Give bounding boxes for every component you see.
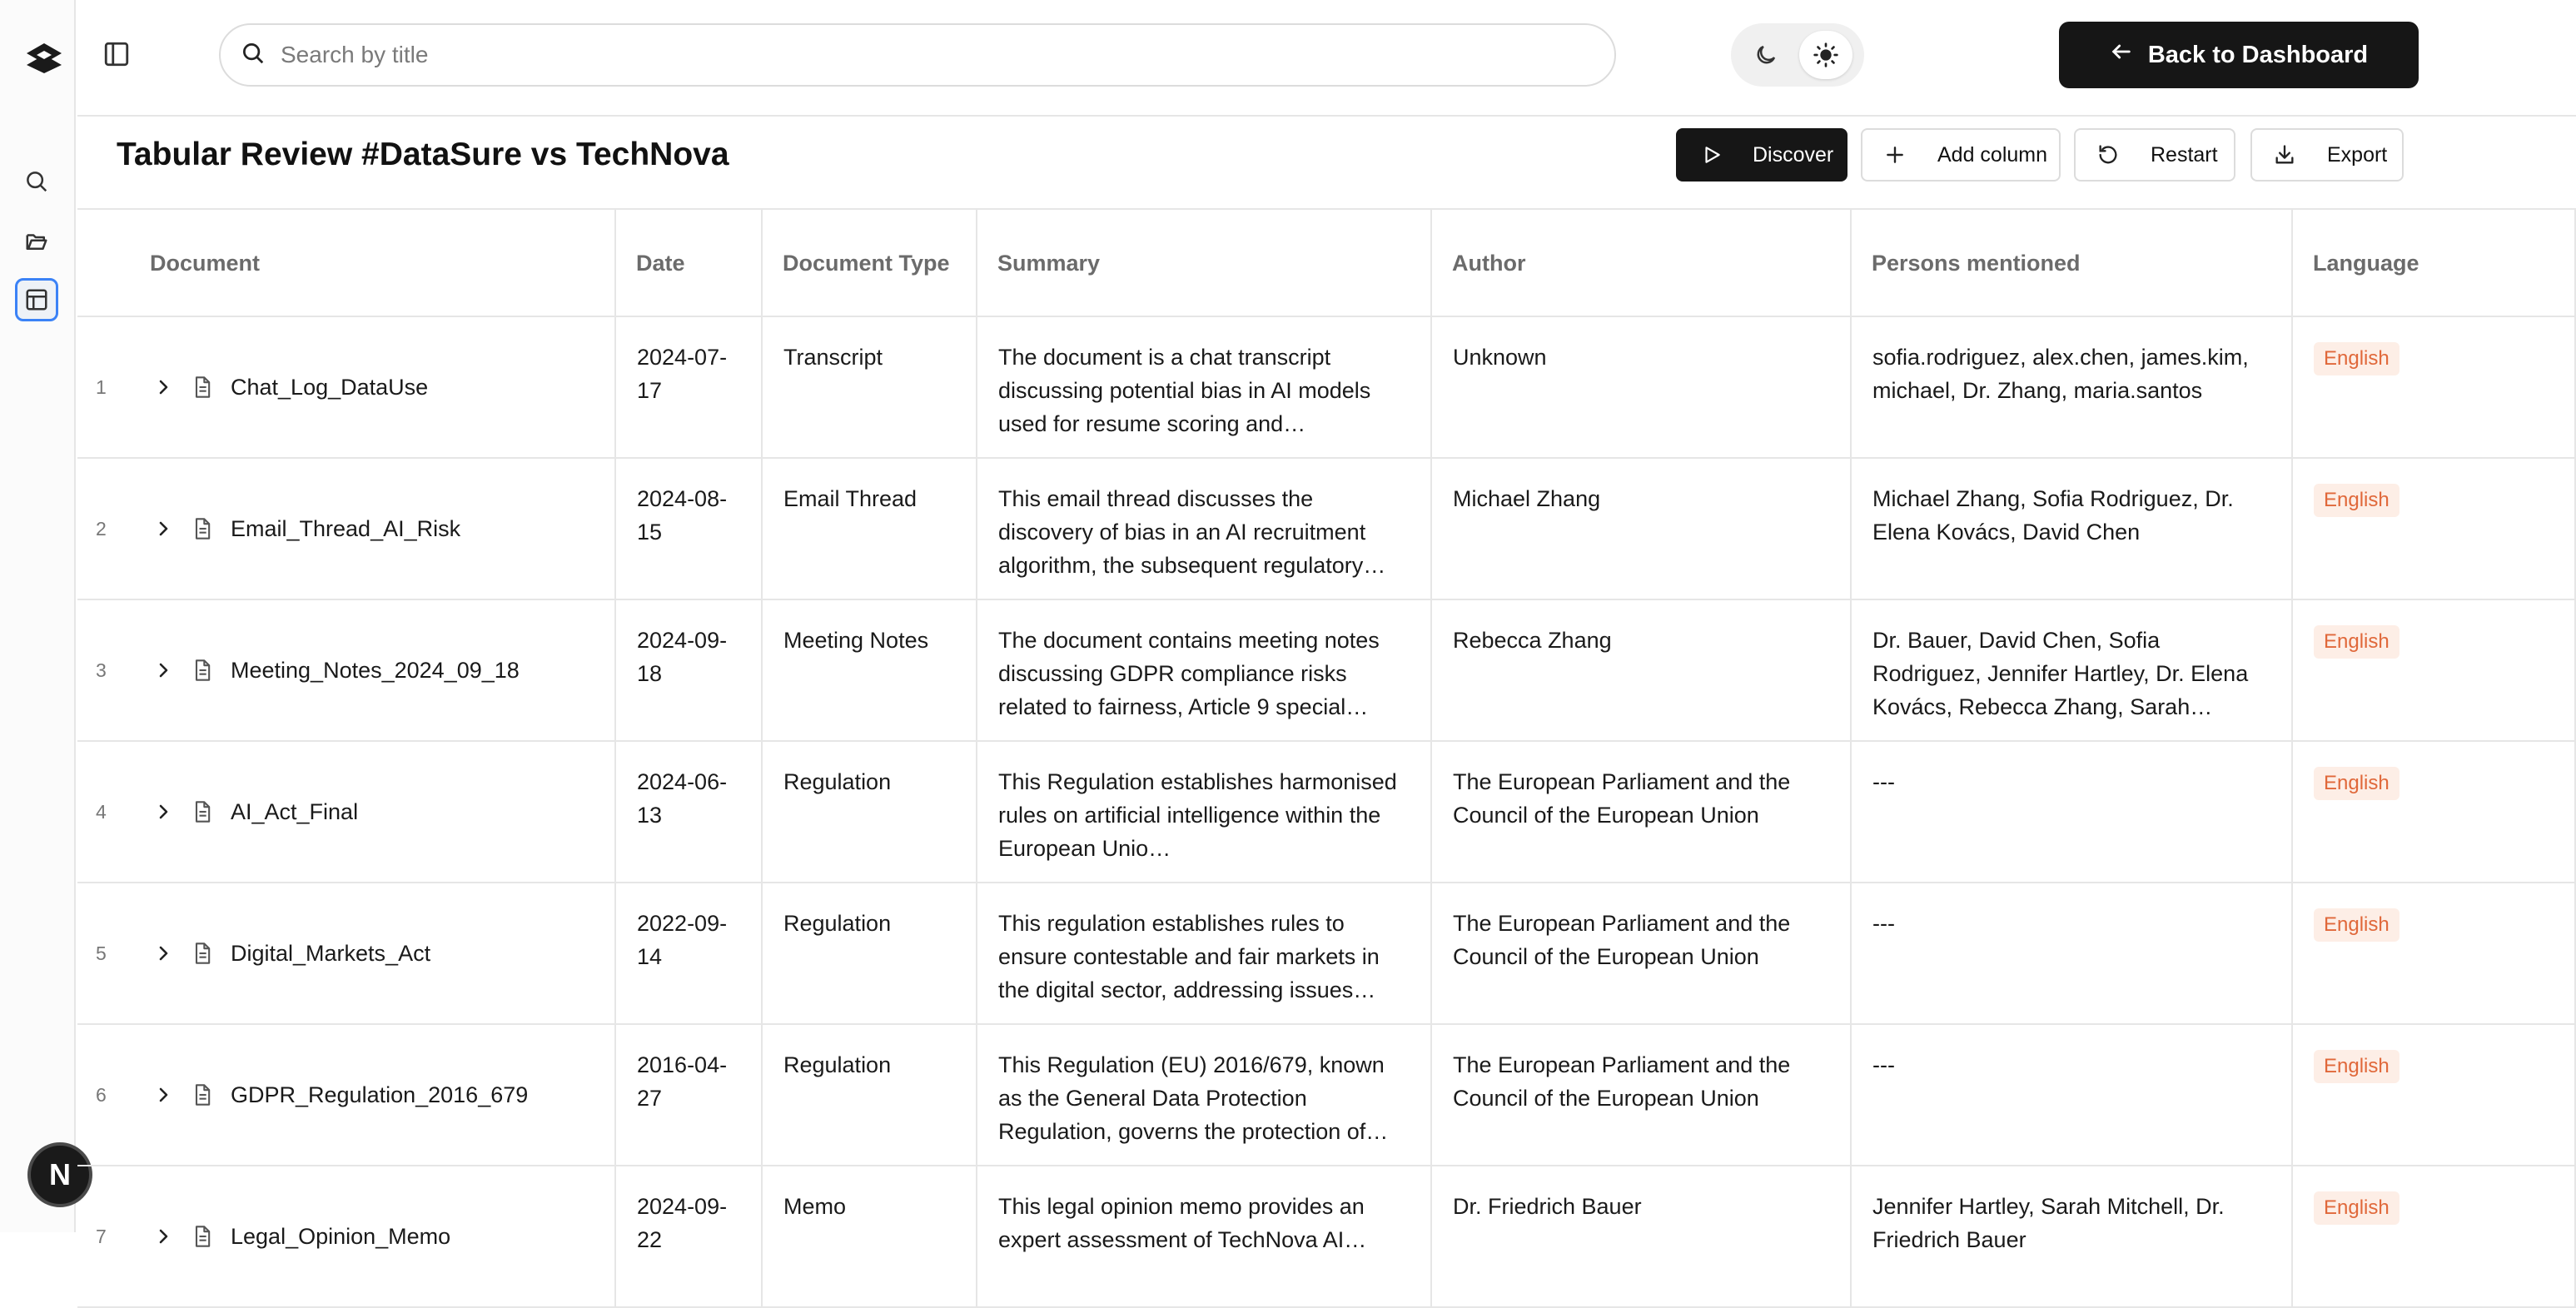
document-cell[interactable] [77, 458, 615, 599]
table-row[interactable] [77, 1166, 2575, 1307]
language-cell [2292, 883, 2575, 1024]
row-number: 1 [96, 376, 107, 398]
language-badge: English [2314, 908, 2399, 942]
language-cell [2292, 741, 2575, 883]
language-cell [2292, 1024, 2575, 1166]
summary-cell [977, 458, 1431, 599]
persons-cell [1851, 599, 2292, 741]
col-header-author[interactable]: Author [1431, 210, 1851, 316]
chevron-right-icon[interactable] [144, 377, 182, 397]
document-cell[interactable] [77, 1024, 615, 1166]
author-text: Dr. Friedrich Bauer [1453, 1194, 1642, 1219]
row-number: 4 [96, 801, 107, 823]
col-header-document-type[interactable]: Document Type [762, 210, 977, 316]
discover-button[interactable] [1676, 128, 1847, 182]
language-badge: English [2314, 484, 2399, 517]
document-name[interactable]: Legal_Opinion_Memo [231, 1224, 451, 1249]
document-type-cell: Meeting Notes [762, 599, 977, 741]
author-cell [1431, 1024, 1851, 1166]
document-cell[interactable] [77, 316, 615, 458]
table-row[interactable] [77, 599, 2575, 741]
date-cell: 2022-09-14 [615, 883, 762, 1024]
author-text: The European Parliament and the Council of the European Union [1453, 1052, 1791, 1111]
date-cell: 2016-04-27 [615, 1024, 762, 1166]
col-header-language[interactable]: Language [2292, 210, 2575, 316]
export-label: Export [2327, 142, 2388, 167]
file-text-icon [182, 516, 222, 541]
language-cell [2292, 599, 2575, 741]
persons-text: --- [1872, 1052, 1895, 1077]
file-text-icon [182, 658, 222, 683]
date-cell: 2024-08-15 [615, 458, 762, 599]
author-text: The European Parliament and the Council of the European Union [1453, 769, 1791, 828]
summary-cell [977, 741, 1431, 883]
summary-text: This Regulation establishes harmonised rules on artificial intelligence within the European Unio… [998, 769, 1397, 861]
download-icon [2272, 142, 2297, 167]
summary-cell [977, 1166, 1431, 1307]
moon-icon[interactable] [1739, 31, 1793, 79]
theme-toggle[interactable] [1731, 23, 1864, 87]
summary-text: This Regulation (EU) 2016/679, known as the General Data Protection Regulation, governs the protection of… [998, 1052, 1389, 1144]
restart-button[interactable] [2074, 128, 2235, 182]
row-number: 2 [96, 518, 107, 540]
row-number: 3 [96, 659, 107, 681]
document-name[interactable]: Email_Thread_AI_Risk [231, 516, 461, 541]
file-text-icon [182, 941, 222, 966]
table-row[interactable] [77, 1024, 2575, 1166]
chevron-right-icon[interactable] [144, 660, 182, 680]
chevron-right-icon[interactable] [144, 1085, 182, 1105]
table-row[interactable] [77, 316, 2575, 458]
document-name[interactable]: GDPR_Regulation_2016_679 [231, 1082, 529, 1107]
document-type-cell: Email Thread [762, 458, 977, 599]
file-text-icon [182, 799, 222, 824]
summary-text: This regulation establishes rules to ensure contestable and fair markets in the digital sector, addressing issues… [998, 911, 1380, 1002]
search-icon [241, 41, 266, 70]
search-bar[interactable] [219, 23, 1616, 87]
avatar-letter: N [49, 1157, 71, 1191]
author-text: Rebecca Zhang [1453, 628, 1612, 653]
persons-text: Michael Zhang, Sofia Rodriguez, Dr. Elena Kovács, David Chen [1872, 486, 2234, 545]
row-number: 7 [96, 1226, 107, 1247]
persons-text: Dr. Bauer, David Chen, Sofia Rodriguez, Jennifer Hartley, Dr. Elena Kovács, Rebecca Zhang, Sarah… [1872, 628, 2249, 719]
language-badge: English [2314, 767, 2399, 800]
file-text-icon [182, 1082, 222, 1107]
persons-text: Jennifer Hartley, Sarah Mitchell, Dr. Friedrich Bauer [1872, 1194, 2225, 1252]
document-cell[interactable] [77, 599, 615, 741]
sun-icon[interactable] [1799, 31, 1852, 79]
restart-icon [2096, 142, 2121, 167]
col-header-date[interactable]: Date [615, 210, 762, 316]
table-row[interactable] [77, 741, 2575, 883]
author-cell [1431, 458, 1851, 599]
rail-search-icon[interactable] [15, 160, 58, 203]
document-type-cell: Regulation [762, 741, 977, 883]
author-cell [1431, 599, 1851, 741]
date-cell: 2024-07-17 [615, 316, 762, 458]
rail-table-icon[interactable] [15, 278, 58, 321]
discover-label: Discover [1753, 142, 1834, 167]
document-name[interactable]: Chat_Log_DataUse [231, 375, 429, 400]
col-header-document[interactable]: Document [77, 210, 615, 316]
persons-cell [1851, 741, 2292, 883]
export-button[interactable] [2250, 128, 2404, 182]
summary-text: This legal opinion memo provides an expert assessment of TechNova AI… [998, 1194, 1367, 1252]
restart-label: Restart [2151, 142, 2218, 167]
file-text-icon [182, 375, 222, 400]
persons-text: sofia.rodriguez, alex.chen, james.kim, michael, Dr. Zhang, maria.santos [1872, 345, 2249, 403]
rail-folder-open-icon[interactable] [15, 220, 58, 263]
document-type-cell: Memo [762, 1166, 977, 1307]
app-logo-icon[interactable] [25, 42, 63, 75]
review-header [77, 118, 2576, 210]
document-cell[interactable] [77, 883, 615, 1024]
col-header-summary[interactable]: Summary [977, 210, 1431, 316]
document-cell[interactable] [77, 741, 615, 883]
author-text: Michael Zhang [1453, 486, 1601, 511]
summary-cell [977, 599, 1431, 741]
back-to-dashboard-label: Back to Dashboard [2147, 41, 2369, 68]
language-badge: English [2314, 1191, 2399, 1225]
table-row[interactable] [77, 883, 2575, 1024]
summary-cell [977, 1024, 1431, 1166]
author-text: Unknown [1453, 345, 1547, 370]
persons-cell [1851, 883, 2292, 1024]
row-number: 6 [96, 1084, 107, 1106]
persons-text: --- [1872, 769, 1895, 794]
language-cell [2292, 1166, 2575, 1307]
chevron-right-icon[interactable] [144, 802, 182, 822]
search-input[interactable] [281, 42, 1529, 68]
left-rail [0, 0, 76, 1232]
add-column-button[interactable] [1861, 128, 2061, 182]
document-type-cell: Regulation [762, 883, 977, 1024]
document-name[interactable]: Digital_Markets_Act [231, 941, 431, 966]
date-cell: 2024-06-13 [615, 741, 762, 883]
persons-cell [1851, 1024, 2292, 1166]
document-name[interactable]: AI_Act_Final [231, 799, 359, 824]
language-cell [2292, 316, 2575, 458]
persons-cell [1851, 458, 2292, 599]
table-header-row [77, 210, 2575, 316]
top-bar [77, 0, 2576, 117]
summary-text: The document is a chat transcript discussing potential bias in AI models used for resume scoring and… [998, 345, 1371, 436]
play-icon [1699, 142, 1724, 167]
chevron-right-icon[interactable] [144, 519, 182, 539]
review-table [77, 210, 2576, 1308]
language-badge: English [2314, 342, 2399, 375]
arrow-left-icon [2110, 40, 2133, 70]
summary-text: The document contains meeting notes discussing GDPR compliance risks related to fairness, Article 9 special… [998, 628, 1380, 719]
summary-text: This email thread discusses the discovery of bias in an AI recruitment algorithm, the subsequent regulatory… [998, 486, 1386, 578]
chevron-right-icon[interactable] [144, 943, 182, 963]
document-name[interactable]: Meeting_Notes_2024_09_18 [231, 658, 520, 683]
language-badge: English [2314, 1050, 2399, 1083]
back-to-dashboard-button[interactable] [2059, 22, 2419, 88]
summary-cell [977, 316, 1431, 458]
plus-icon [1882, 142, 1907, 167]
author-cell [1431, 741, 1851, 883]
document-cell[interactable] [77, 1166, 615, 1307]
col-header-persons-mentioned[interactable]: Persons mentioned [1851, 210, 2292, 316]
language-badge: English [2314, 625, 2399, 659]
date-cell: 2024-09-18 [615, 599, 762, 741]
file-text-icon [182, 1224, 222, 1249]
author-cell [1431, 316, 1851, 458]
persons-cell [1851, 316, 2292, 458]
sidebar-toggle-icon[interactable] [102, 40, 136, 70]
document-type-cell: Transcript [762, 316, 977, 458]
table-row[interactable] [77, 458, 2575, 599]
persons-cell [1851, 1166, 2292, 1307]
author-cell [1431, 1166, 1851, 1307]
persons-text: --- [1872, 911, 1895, 936]
language-cell [2292, 458, 2575, 599]
document-type-cell: Regulation [762, 1024, 977, 1166]
chevron-right-icon[interactable] [144, 1226, 182, 1246]
author-cell [1431, 883, 1851, 1024]
summary-cell [977, 883, 1431, 1024]
row-number: 5 [96, 942, 107, 964]
page-title: Tabular Review #DataSure vs TechNova [117, 137, 729, 172]
author-text: The European Parliament and the Council of the European Union [1453, 911, 1791, 969]
date-cell: 2024-09-22 [615, 1166, 762, 1307]
add-column-label: Add column [1937, 142, 2048, 167]
